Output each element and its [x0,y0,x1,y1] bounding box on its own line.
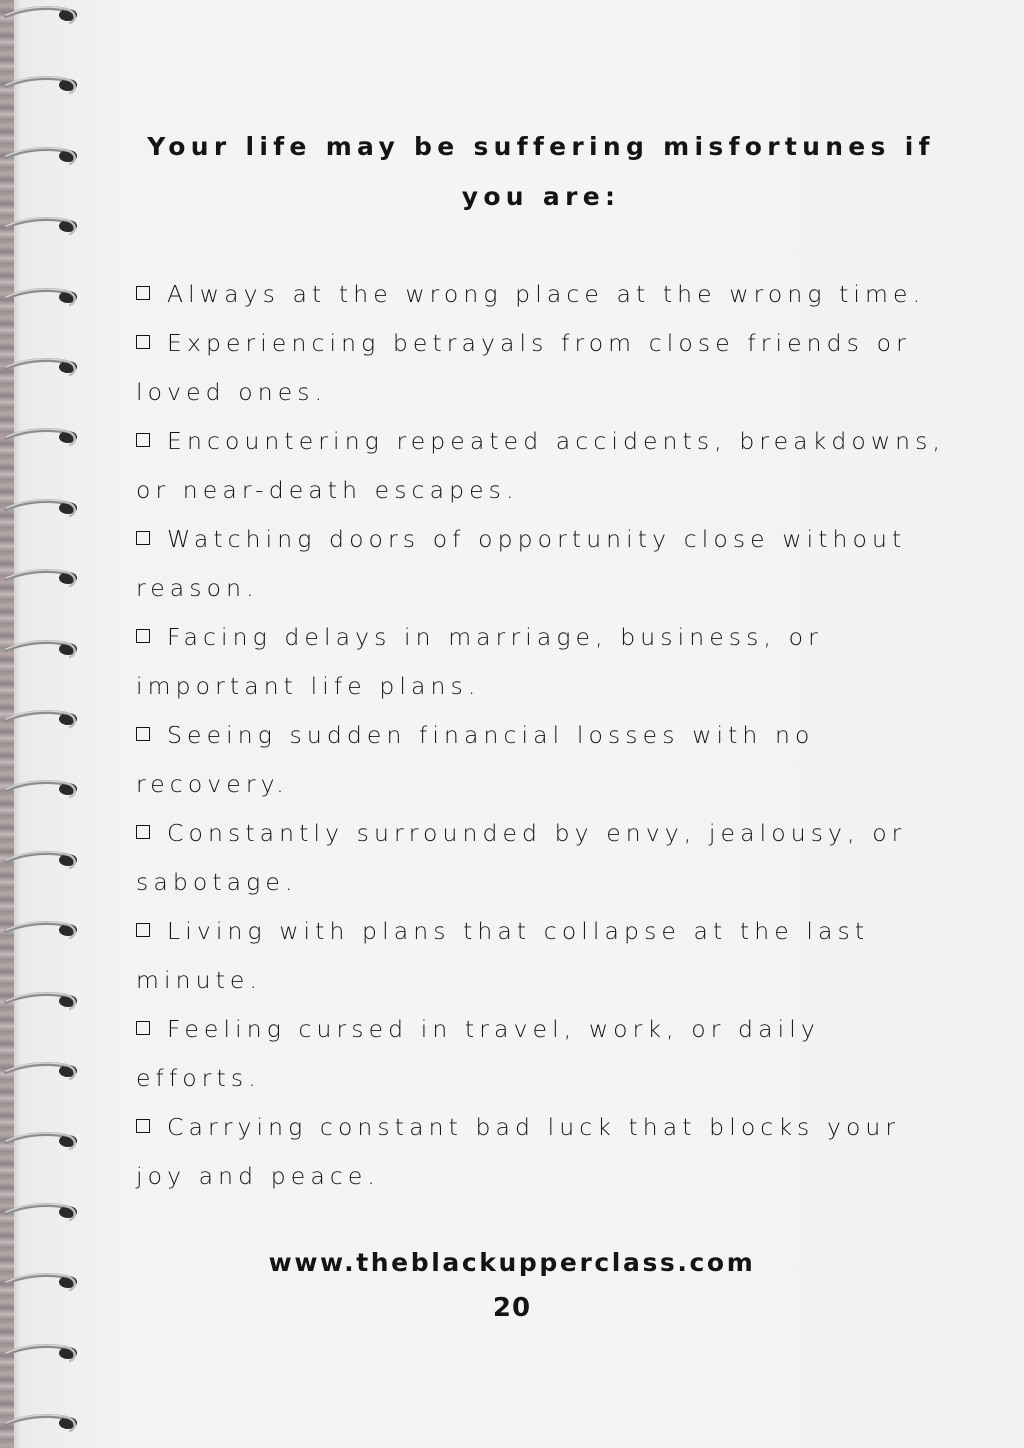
checklist-item-label: Encountering repeated accidents, breakdowns, or near-death escapes. [136,427,946,504]
page-number: 20 [492,1293,532,1323]
checklist-item-label: Feeling cursed in travel, work, or daily efforts. [136,1015,820,1092]
checklist-item-label: Seeing sudden financial losses with no recovery. [136,721,815,798]
spiral-ring [4,919,80,941]
checklist-item-label: Experiencing betrayals from close friends or loved ones. [136,329,911,406]
spiral-ring [4,849,80,871]
spiral-binding [0,0,90,1448]
spiral-ring [4,638,80,660]
checklist-item [136,417,946,515]
checkbox-icon [136,727,150,741]
spiral-ring [4,567,80,589]
checklist [136,270,946,1201]
checklist-item [136,270,946,319]
checkbox-icon [136,1119,150,1133]
checklist-item [136,711,946,809]
spiral-ring [4,1412,80,1434]
checkbox-icon [136,825,150,839]
spiral-ring [4,286,80,308]
spiral-ring [4,4,80,26]
checklist-item [136,809,946,907]
spiral-ring [4,497,80,519]
spiral-ring [4,1201,80,1223]
checkbox-icon [136,1021,150,1035]
spiral-ring [4,1271,80,1293]
spiral-ring [4,74,80,96]
checkbox-icon [136,531,150,545]
checklist-item-label: Watching doors of opportunity close without reason. [136,525,907,602]
checkbox-icon [136,286,150,300]
checklist-item-label: Facing delays in marriage, business, or important life plans. [136,623,823,700]
spiral-ring [4,356,80,378]
checkbox-icon [136,433,150,447]
checklist-item [136,1005,946,1103]
checklist-item [136,907,946,1005]
checkbox-icon [136,923,150,937]
spiral-ring [4,1342,80,1364]
spiral-ring [4,145,80,167]
checkbox-icon [136,629,150,643]
checklist-item-label: Constantly surrounded by envy, jealousy, or sabotage. [136,819,907,896]
checklist-item [136,319,946,417]
spiral-ring [4,1130,80,1152]
footer-url[interactable]: www.theblackupperclass.com [268,1248,756,1277]
spiral-ring [4,990,80,1012]
checklist-item-label: Carrying constant bad luck that blocks your joy and peace. [136,1113,901,1190]
checklist-item [136,515,946,613]
checklist-item [136,613,946,711]
spiral-ring [4,215,80,237]
checklist-item-label: Living with plans that collapse at the last minute. [136,917,870,994]
spiral-ring [4,1060,80,1082]
spiral-ring [4,708,80,730]
page-heading: Your life may be suffering misfortunes if you are: [147,132,935,211]
spiral-ring [4,778,80,800]
checkbox-icon [136,335,150,349]
checklist-item-label: Always at the wrong place at the wrong time. [167,280,926,308]
checklist-item [136,1103,946,1201]
spiral-ring [4,426,80,448]
